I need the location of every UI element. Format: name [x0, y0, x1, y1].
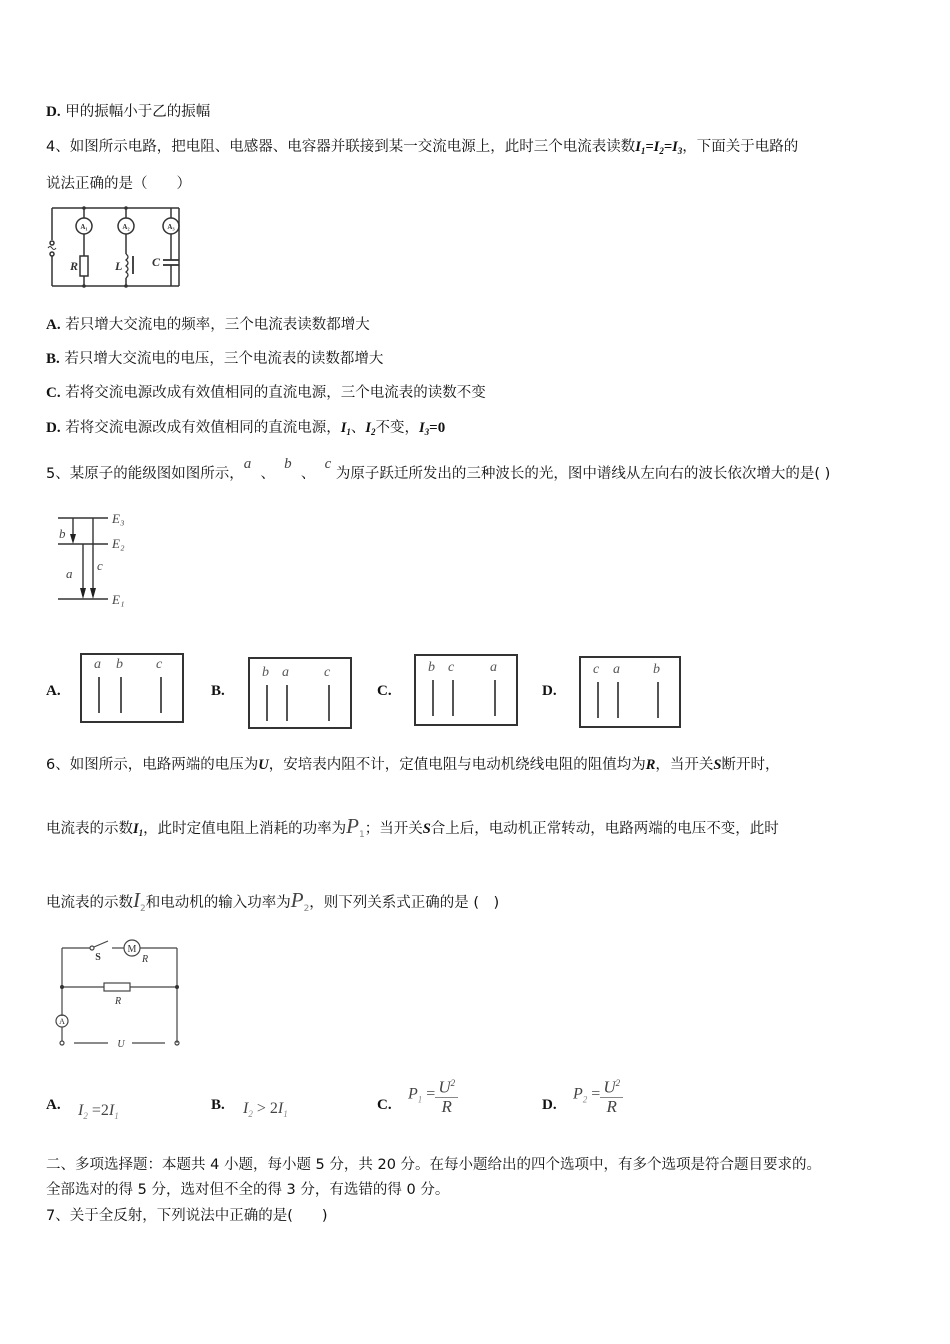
- option-text: 若将交流电源改成有效值相同的直流电源，三个电流表的读数不变: [65, 385, 486, 401]
- q6-stem-line3: 电流表的示数$I_2$和电动机的输入功率为$P_2$，则下列关系式正确的是 ( ): [46, 888, 500, 914]
- letter-b: b: [284, 456, 292, 472]
- switch-label: S: [95, 952, 101, 963]
- level-e3: E₃: [112, 511, 125, 526]
- q3-option-d: [46, 102, 210, 122]
- ammeter-a1-label: A₁: [80, 223, 88, 231]
- option-text: 甲的振幅小于乙的振幅: [65, 104, 211, 120]
- q5-stem: 5、某原子的能级图如图所示，a 、 b 、 c 为原子跃迁所发出的三种波长的光，图中谱线从左向右的波长依次增大的是( ): [46, 456, 831, 482]
- ammeter-a2-label: A₂: [122, 223, 130, 231]
- option-label: D.: [46, 104, 61, 120]
- q5-option-d-spectrum: c a b: [579, 656, 681, 728]
- ammeter-label: A: [59, 1017, 65, 1026]
- q5-stem-text: 某原子的能级图如图所示，: [69, 466, 244, 482]
- q6-option-b-label: B.: [211, 1097, 225, 1113]
- question-number: 6、: [46, 757, 70, 773]
- q4-option-c: [46, 383, 486, 403]
- voltage-label: U: [117, 1039, 125, 1050]
- inductor-label: L: [115, 259, 123, 273]
- capacitor-label: C: [152, 255, 161, 269]
- current-i1: $I_1=I_2=I_3$: [635, 139, 683, 156]
- option-text: 若只增大交流电的电压，三个电流表的读数都增大: [64, 351, 384, 367]
- arrow-b-label: b: [59, 526, 66, 541]
- motor-resistance-label: R: [141, 954, 149, 965]
- q7-stem-text: 关于全反射，下列说法中正确的是( ): [69, 1208, 328, 1224]
- motor-label: M: [127, 944, 137, 955]
- q4-stem-line1: [46, 137, 798, 161]
- question-number: 7、: [46, 1208, 70, 1224]
- q5-option-c-spectrum: b c a: [414, 654, 518, 726]
- q6-option-a-formula: $I_2 =2I_1$: [78, 1102, 119, 1121]
- q6-option-d-label: D.: [542, 1097, 557, 1113]
- q5-stem-text-2: 为原子跃迁所发出的三种波长的光，图中谱线从左向右的波长依次增大的是( ): [335, 466, 831, 482]
- resistor-label: R: [70, 259, 79, 273]
- rlc-parallel-circuit-diagram: [44, 200, 194, 292]
- arrow-c-label: c: [97, 558, 103, 573]
- ammeter-a3-label: A₃: [167, 223, 175, 231]
- q6-option-c-formula: $P_1$ = $\frac{U^2}{R}$: [408, 1074, 458, 1116]
- q4-option-d: D. 若将交流电源改成有效值相同的直流电源，$I_1$、$I_2$不变，$I_3=0$: [46, 420, 446, 437]
- option-text: 若只增大交流电的频率，三个电流表读数都增大: [65, 317, 370, 333]
- q6-option-a-label: A.: [46, 1097, 61, 1113]
- letter-c: c: [324, 456, 332, 472]
- level-e2: E₂: [112, 536, 125, 551]
- q4-stem-text: 如图所示电路，把电阻、电感器、电容器并联接到某一交流电源上，此时三个电流表读数: [69, 139, 636, 155]
- q4-option-b: [46, 349, 383, 369]
- q4-option-a: [46, 315, 370, 335]
- option-label: B.: [46, 351, 60, 367]
- q4-stem-line2: 说法正确的是（ ）: [46, 176, 191, 192]
- q5-option-a-label: A.: [46, 683, 61, 699]
- q6-stem-line2: 电流表的示数$I_1$，此时定值电阻上消耗的功率为$P_1$；当开关S合上后，电动机正常转动，电路两端的电压不变，此时: [46, 814, 779, 840]
- option-label: A.: [46, 317, 61, 333]
- option-label: C.: [46, 385, 61, 401]
- q6-option-c-label: C.: [377, 1097, 392, 1113]
- arrow-a-label: a: [66, 566, 73, 581]
- q7-stem: [46, 1206, 328, 1226]
- letter-a: a: [243, 456, 252, 472]
- question-number: 5、: [46, 466, 70, 482]
- q6-stem-line1: 6、如图所示，电路两端的电压为U，安培表内阻不计，定值电阻与电动机绕线电阻的阻值均为R，当开关S断开时，: [46, 757, 780, 773]
- q5-option-d-label: D.: [542, 683, 557, 699]
- q5-option-c-label: C.: [377, 683, 392, 699]
- level-e1: E₁: [112, 592, 125, 607]
- q6-option-b-formula: $I_2 > 2I_1$: [243, 1100, 288, 1119]
- q5-option-b-label: B.: [211, 683, 225, 699]
- section2-instructions-line2: 全部选对的得 5 分，选对但不全的得 3 分，有选错的得 0 分。: [46, 1182, 450, 1198]
- question-number: 4、: [46, 139, 70, 155]
- option-label: D.: [46, 420, 61, 436]
- q6-option-d-formula: $P_2$ = $\frac{U^2}{R}$: [573, 1074, 623, 1116]
- option-text: 若将交流电源改成有效值相同的直流电源，: [65, 420, 341, 436]
- q5-option-a-spectrum: a b c: [80, 653, 184, 723]
- motor-circuit-diagram: [48, 938, 188, 1050]
- resistor-label: R: [114, 996, 122, 1007]
- q5-option-b-spectrum: b a c: [248, 657, 352, 729]
- energy-level-diagram: [50, 508, 140, 613]
- q4-stem-text-2: ，下面关于电路的: [682, 139, 799, 155]
- section2-instructions-line1: 二、多项选择题：本题共 4 小题，每小题 5 分，共 20 分。在每小题给出的四个选项中，有多个选项是符合题目要求的。: [46, 1157, 822, 1173]
